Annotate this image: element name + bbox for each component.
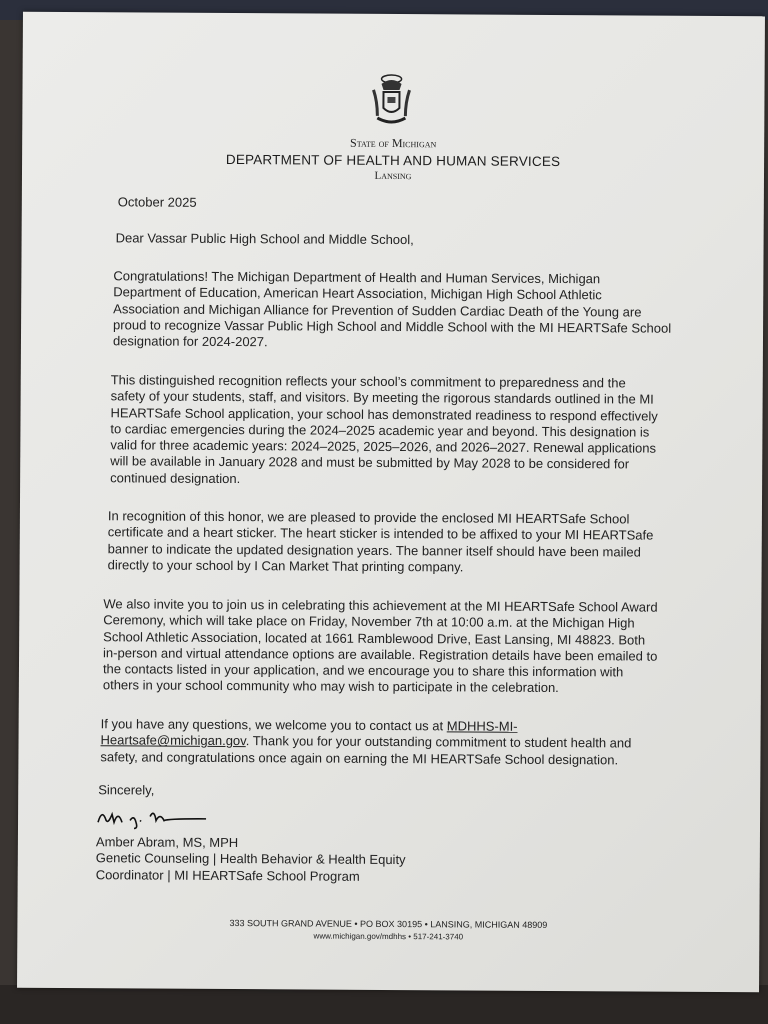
- text-line: HEARTSafe School application, your school has demonstrated readiness to respond effectively: [110, 404, 658, 424]
- salutation: Dear Vassar Public High School and Middle School,: [115, 230, 414, 248]
- footer-web-phone: www.michigan.gov/mdhhs • 517-241-3740: [313, 931, 464, 942]
- text-line: Ceremony, which will take place on Friday, November 7th at 10:00 a.m. at the Michigan High: [103, 612, 635, 631]
- paragraph-3: [108, 508, 654, 577]
- letter-page: [17, 12, 765, 993]
- letterhead-city: Lansing: [374, 169, 412, 183]
- signer-title: Genetic Counseling | Health Behavior & Health Equity: [95, 850, 406, 868]
- text-line: certificate and a heart sticker. The heart sticker is intended to be affixed to your MI HEARTSafe: [107, 524, 654, 543]
- email-link[interactable]: MDHHS-MI-: [446, 718, 518, 734]
- text-line: proud to recognize Vassar Public High School and Middle School with the MI HEARTSafe School: [113, 317, 672, 336]
- letter-date: October 2025: [117, 194, 197, 210]
- text-line: In recognition of this honor, we are pleased to provide the enclosed MI HEARTSafe School: [107, 508, 630, 527]
- paragraph-4: [103, 596, 658, 697]
- text-line: Department of Education, American Heart Association, Michigan High School Athletic: [113, 284, 602, 303]
- text-line: continued designation.: [110, 470, 241, 486]
- signer-name: Amber Abram, MS, MPH: [95, 834, 239, 851]
- text-line: School Athletic Association, located at 1661 Ramblewood Drive, East Lansing, MI 48823. Both: [103, 628, 646, 648]
- text-line: the contacts listed in your application, and we encourage you to share this information with: [102, 661, 624, 680]
- text-line: to cardiac emergencies during the 2024–2025 academic year and beyond. This designation is: [110, 421, 650, 440]
- text-line: safety of your students, staff, and visitors. By meeting the rigorous standards outlined in the MI: [110, 388, 654, 407]
- text: . Thank you for your outstanding commitment to student health and: [245, 733, 632, 751]
- signature: [96, 804, 216, 831]
- text-line: This distinguished recognition reflects your school’s commitment to preparedness and the: [110, 372, 626, 391]
- email-link[interactable]: Heartsafe@michigan.gov: [100, 732, 246, 749]
- closing: Sincerely,: [98, 782, 155, 798]
- footer-address: 333 SOUTH GRAND AVENUE • PO BOX 30195 • LANSING, MICHIGAN 48909: [229, 918, 548, 930]
- letterhead-state: State of Michigan: [350, 135, 437, 151]
- paragraph-contact: [100, 716, 631, 768]
- text-line: safety, and congratulations once again on earning the MI HEARTSafe School designation.: [100, 748, 619, 767]
- text-line: others in your school community who may wish to participate in the celebration.: [102, 677, 559, 696]
- paragraph-2: [110, 372, 658, 489]
- text-line: We also invite you to join us in celebrating this achievement at the MI HEARTSafe School Award: [103, 596, 658, 615]
- michigan-state-seal-icon: [369, 72, 413, 128]
- text-line: banner to indicate the updated designation years. The banner itself should have been mailed: [107, 540, 641, 560]
- signer-block: [96, 834, 406, 885]
- text-line: designation for 2024-2027.: [112, 333, 268, 350]
- text-line: Congratulations! The Michigan Department of Health and Human Services, Michigan: [113, 268, 601, 287]
- signer-title: Coordinator | MI HEARTSafe School Program: [95, 866, 360, 884]
- text-line: valid for three academic years: 2024–2025, 2025–2026, and 2026–2027. Renewal applications: [110, 437, 657, 456]
- letterhead-department: DEPARTMENT OF HEALTH AND HUMAN SERVICES: [225, 151, 561, 170]
- text: If you have any questions, we welcome you to contact us at: [100, 716, 447, 734]
- text-line: will be available in January 2028 and must be submitted by May 2028 to be considered for: [110, 453, 630, 472]
- text-line: directly to your school by I Can Market That printing company.: [107, 557, 464, 575]
- paragraph-1: [113, 268, 672, 353]
- text-line: Association and Michigan Alliance for Prevention of Sudden Cardiac Death of the Young are: [113, 300, 642, 320]
- text-line: in-person and virtual attendance options are available. Registration details have been emailed to: [103, 645, 658, 664]
